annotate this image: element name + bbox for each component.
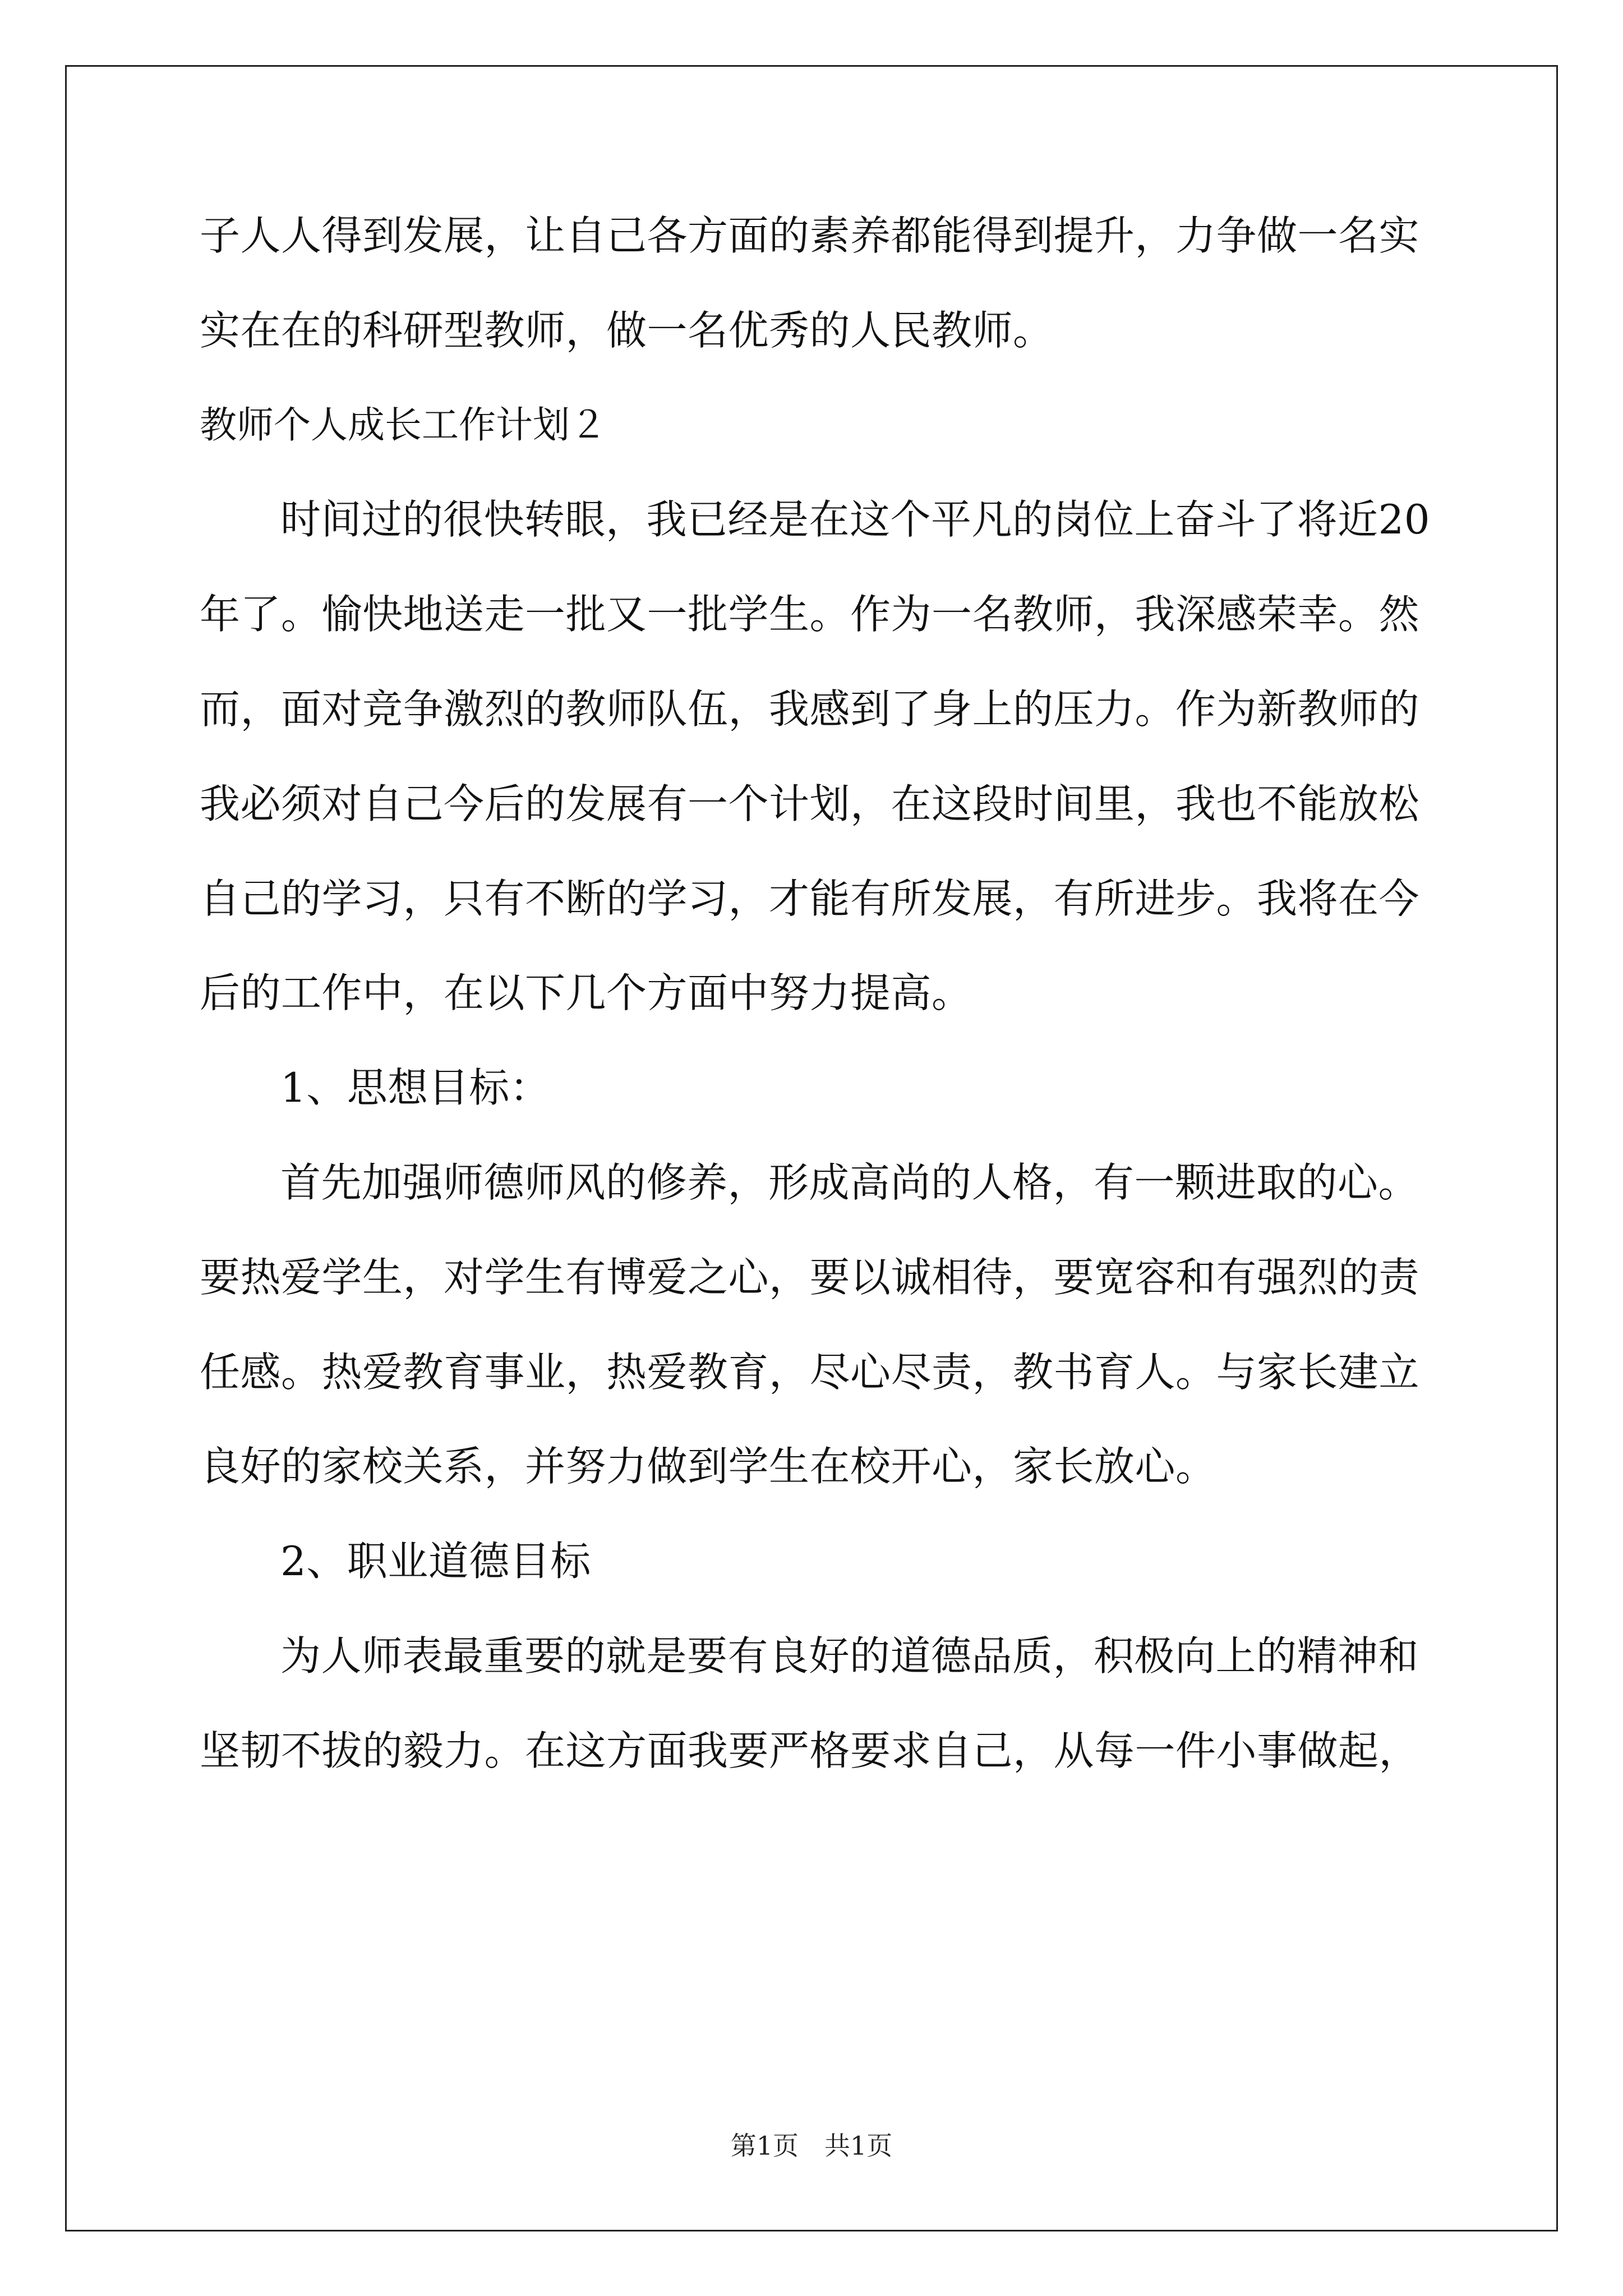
text-line: 良好的家校关系，并努力做到学生在校开心，家长放心。 [200,1443,1216,1490]
section-heading: 教师个人成长工作计划２ [200,403,607,447]
text-line: 要热爱学生，对学生有博爱之心，要以诚相待，要宽容和有强烈的责 [200,1254,1420,1301]
text-line: 坚韧不拔的毅力。在这方面我要严格要求自己，从每一件小事做起， [200,1727,1420,1774]
text-line: 自己的学习，只有不断的学习，才能有所发展，有所进步。我将在今 [200,875,1420,922]
page-border [65,65,1558,2231]
list-heading: 1、思想目标： [280,1064,551,1111]
text-line: 任感。热爱教育事业，热爱教育，尽心尽责，教书育人。与家长建立 [200,1349,1420,1396]
paragraph-first-line: 首先加强师德师风的修养，形成高尚的人格，有一颗进取的心。 [280,1159,1419,1206]
paragraph-first-line: 时间过的很快转眼，我已经是在这个平凡的岗位上奋斗了将近20 [280,496,1431,543]
text-line: 而，面对竞争激烈的教师队伍，我感到了身上的压力。作为新教师的 [200,685,1420,733]
list-heading: 2、职业道德目标 [280,1538,591,1585]
text-line: 年了。愉快地送走一批又一批学生。作为一名教师，我深感荣幸。然 [200,591,1420,638]
text-line: 实在在的科研型教师，做一名优秀的人民教师。 [200,307,1054,354]
text-line: 我必须对自己今后的发展有一个计划，在这段时间里，我也不能放松 [200,780,1420,827]
paragraph-first-line: 为人师表最重要的就是要有良好的道德品质，积极向上的精神和 [280,1632,1419,1680]
text-line: 后的工作中，在以下几个方面中努力提高。 [200,969,972,1016]
text-line: 子人人得到发展，让自己各方面的素养都能得到提升，力争做一名实 [200,212,1420,259]
page-number-footer: 第1页 共1页 [730,2131,893,2161]
